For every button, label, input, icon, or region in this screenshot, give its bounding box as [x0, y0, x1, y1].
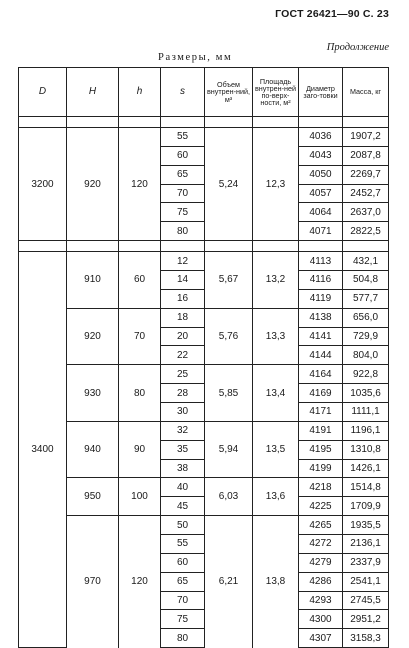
col-header-s: s — [161, 68, 205, 117]
cell-H: 920 — [67, 128, 119, 241]
cell-diameter: 4169 — [299, 384, 343, 403]
cell-s: 38 — [161, 459, 205, 478]
cell-h: 90 — [119, 421, 161, 478]
cell-s: 18 — [161, 308, 205, 327]
cell-mass: 2951,2 — [343, 610, 389, 629]
cell-s: 55 — [161, 535, 205, 554]
cell-s: 50 — [161, 516, 205, 535]
continuation-label: Продолжение — [326, 42, 389, 53]
cell-area: 13,4 — [253, 365, 299, 422]
cell-diameter: 4138 — [299, 308, 343, 327]
cell-mass: 1514,8 — [343, 478, 389, 497]
cell-h: 70 — [119, 308, 161, 365]
table-row — [19, 365, 389, 384]
cell-diameter: 4195 — [299, 440, 343, 459]
cell-s: 28 — [161, 384, 205, 403]
cell-s: 70 — [161, 591, 205, 610]
cell-diameter: 4293 — [299, 591, 343, 610]
cell-mass: 922,8 — [343, 365, 389, 384]
cell-volume: 5,94 — [205, 421, 253, 478]
cell-diameter: 4050 — [299, 165, 343, 184]
cell-diameter: 4265 — [299, 516, 343, 535]
cell-D: 3200 — [19, 128, 67, 241]
cell-H: 940 — [67, 421, 119, 478]
cell-H: 950 — [67, 478, 119, 516]
cell-mass: 804,0 — [343, 346, 389, 365]
cell-s: 60 — [161, 553, 205, 572]
cell-mass: 729,9 — [343, 327, 389, 346]
cell-diameter: 4286 — [299, 572, 343, 591]
table-row — [19, 308, 389, 327]
spacer-row — [19, 117, 389, 128]
cell-diameter: 4043 — [299, 146, 343, 165]
cell-mass: 1310,8 — [343, 440, 389, 459]
col-header-H: H — [67, 68, 119, 117]
cell-mass: 656,0 — [343, 308, 389, 327]
cell-s: 70 — [161, 184, 205, 203]
cell-s: 14 — [161, 271, 205, 290]
cell-s: 75 — [161, 203, 205, 222]
cell-diameter: 4307 — [299, 629, 343, 648]
cell-area: 13,5 — [253, 421, 299, 478]
cell-mass: 1035,6 — [343, 384, 389, 403]
cell-diameter: 4164 — [299, 365, 343, 384]
cell-H: 930 — [67, 365, 119, 422]
cell-diameter: 4272 — [299, 535, 343, 554]
cell-diameter: 4144 — [299, 346, 343, 365]
cell-diameter: 4279 — [299, 553, 343, 572]
cell-s: 60 — [161, 146, 205, 165]
cell-s: 75 — [161, 610, 205, 629]
cell-mass: 2087,8 — [343, 146, 389, 165]
table-row — [19, 128, 389, 147]
cell-mass: 2541,1 — [343, 572, 389, 591]
cell-s: 25 — [161, 365, 205, 384]
cell-area: 13,3 — [253, 308, 299, 365]
cell-s: 80 — [161, 222, 205, 241]
cell-s: 32 — [161, 421, 205, 440]
cell-diameter: 4199 — [299, 459, 343, 478]
cell-diameter: 4116 — [299, 271, 343, 290]
sizes-caption: Размеры, мм — [158, 52, 233, 63]
cell-diameter: 4036 — [299, 128, 343, 147]
cell-area: 12,3 — [253, 128, 299, 241]
cell-mass: 2269,7 — [343, 165, 389, 184]
cell-volume: 5,67 — [205, 252, 253, 309]
cell-area: 13,6 — [253, 478, 299, 516]
cell-diameter: 4300 — [299, 610, 343, 629]
cell-mass: 2822,5 — [343, 222, 389, 241]
cell-h: 120 — [119, 128, 161, 241]
cell-diameter: 4141 — [299, 327, 343, 346]
cell-volume: 6,21 — [205, 516, 253, 648]
cell-diameter: 4119 — [299, 289, 343, 308]
cell-diameter: 4225 — [299, 497, 343, 516]
table-row — [19, 516, 389, 535]
cell-H: 920 — [67, 308, 119, 365]
col-header-D: D — [19, 68, 67, 117]
cell-mass: 3158,3 — [343, 629, 389, 648]
cell-s: 16 — [161, 289, 205, 308]
cell-D: 3400 — [19, 252, 67, 648]
cell-diameter: 4064 — [299, 203, 343, 222]
page-header: ГОСТ 26421—90 С. 23 — [275, 8, 389, 20]
cell-h: 120 — [119, 516, 161, 648]
cell-mass: 1935,5 — [343, 516, 389, 535]
table-header-row — [19, 68, 389, 117]
col-header-diameter: Диаметр заго-товки — [299, 68, 343, 117]
cell-volume: 6,03 — [205, 478, 253, 516]
table-row — [19, 421, 389, 440]
dimensions-table — [18, 67, 389, 648]
col-header-volume: Объем внутрен-ний, м³ — [205, 68, 253, 117]
cell-mass: 432,1 — [343, 252, 389, 271]
cell-h: 100 — [119, 478, 161, 516]
cell-diameter: 4191 — [299, 421, 343, 440]
cell-mass: 504,8 — [343, 271, 389, 290]
cell-s: 65 — [161, 165, 205, 184]
cell-s: 55 — [161, 128, 205, 147]
cell-area: 13,8 — [253, 516, 299, 648]
cell-mass: 2136,1 — [343, 535, 389, 554]
cell-diameter: 4071 — [299, 222, 343, 241]
cell-H: 970 — [67, 516, 119, 648]
cell-mass: 1111,1 — [343, 403, 389, 422]
cell-h: 80 — [119, 365, 161, 422]
cell-volume: 5,24 — [205, 128, 253, 241]
cell-s: 20 — [161, 327, 205, 346]
cell-volume: 5,85 — [205, 365, 253, 422]
col-header-area: Площадь внутрен-ней по-верх-ности, м² — [253, 68, 299, 117]
cell-s: 80 — [161, 629, 205, 648]
cell-mass: 2745,5 — [343, 591, 389, 610]
cell-area: 13,2 — [253, 252, 299, 309]
cell-volume: 5,76 — [205, 308, 253, 365]
cell-mass: 1709,9 — [343, 497, 389, 516]
cell-mass: 2337,9 — [343, 553, 389, 572]
cell-diameter: 4171 — [299, 403, 343, 422]
spacer-row — [19, 241, 389, 252]
cell-s: 12 — [161, 252, 205, 271]
cell-mass: 1196,1 — [343, 421, 389, 440]
cell-s: 35 — [161, 440, 205, 459]
cell-mass: 577,7 — [343, 289, 389, 308]
cell-mass: 2637,0 — [343, 203, 389, 222]
cell-s: 65 — [161, 572, 205, 591]
cell-h: 60 — [119, 252, 161, 309]
cell-mass: 2452,7 — [343, 184, 389, 203]
cell-diameter: 4218 — [299, 478, 343, 497]
cell-s: 40 — [161, 478, 205, 497]
cell-diameter: 4057 — [299, 184, 343, 203]
col-header-mass: Масса, кг — [343, 68, 389, 117]
cell-s: 22 — [161, 346, 205, 365]
cell-s: 45 — [161, 497, 205, 516]
cell-s: 30 — [161, 403, 205, 422]
col-header-h: h — [119, 68, 161, 117]
table-row — [19, 478, 389, 497]
table-row — [19, 252, 389, 271]
cell-diameter: 4113 — [299, 252, 343, 271]
cell-mass: 1907,2 — [343, 128, 389, 147]
cell-H: 910 — [67, 252, 119, 309]
cell-mass: 1426,1 — [343, 459, 389, 478]
